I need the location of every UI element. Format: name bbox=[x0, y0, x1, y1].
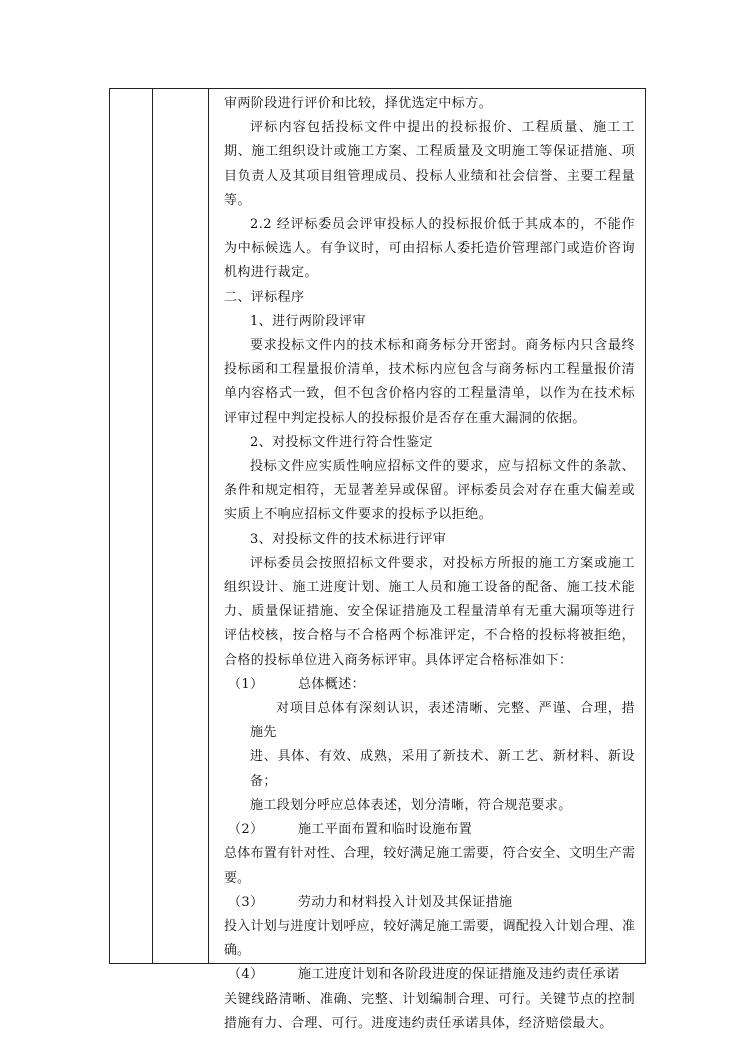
column-divider-1 bbox=[152, 89, 153, 963]
item-number: （3） bbox=[228, 894, 264, 910]
item-number: （1） bbox=[228, 676, 264, 692]
paragraph: 评标内容包括投标文件中提出的投标报价、工程质量、施工工期、施工组织设计或施工方案、工程质量及文明施工等保证措施、项目负责人及其项目组管理成员、投标人业绩和社会信誉、主要工程量等。 bbox=[224, 120, 635, 208]
paragraph: 2.2 经评标委员会评审投标人的投标报价低于其成本的，不能作为中标候选人。有争议时，可由招标人委托造价管理部门或造价咨询机构进行裁定。 bbox=[224, 217, 635, 281]
criteria-item-heading bbox=[224, 818, 635, 842]
paragraph: 审两阶段进行评价和比较，择优选定中标方。 bbox=[224, 96, 493, 111]
item-title: 劳动力和材料投入计划及其保证措施 bbox=[298, 894, 513, 910]
paragraph: 评标委员会按照招标文件要求，对投标方所报的施工方案或施工组织设计、施工进度计划、施工人员和施工设备的配备、施工技术能力、质量保证措施、安全保证措施及工程量清单有无重大漏项等进行评估校核，按合格与不合格两个标准评定，不合格的投标将被拒绝，合格的投标单位进入商务标评审。具体评定合格标准如下： bbox=[224, 555, 635, 668]
section-heading: 二、评标程序 bbox=[224, 289, 305, 305]
item-number: （2） bbox=[228, 822, 264, 838]
subsection-heading: 3、对投标文件的技术标进行评审 bbox=[250, 531, 447, 547]
item-body-line: 施工段划分呼应总体表述，划分清晰，符合规范要求。 bbox=[250, 797, 572, 813]
criteria-item-heading bbox=[224, 963, 635, 987]
content-cell bbox=[218, 89, 645, 1031]
item-body: 关键线路清晰、准确、完整、计划编制合理、可行。关键节点的控制措施有力、合理、可行。进度违约责任承诺具体，经济赔偿最大。 bbox=[224, 991, 635, 1031]
item-body: 总体布置有针对性、合理，较好满足施工需要，符合安全、文明生产需要。 bbox=[224, 846, 635, 886]
item-title: 施工进度计划和各阶段进度的保证措施及违约责任承诺 bbox=[298, 967, 620, 983]
column-divider-2 bbox=[208, 89, 209, 963]
document-table bbox=[109, 88, 646, 1031]
item-body-line: 进、具体、有效、成熟，采用了新技术、新工艺、新材料、新设备； bbox=[250, 749, 635, 789]
subsection-heading: 1、进行两阶段评审 bbox=[250, 313, 366, 329]
item-body: 投入计划与进度计划呼应，较好满足施工需要，调配投入计划合理、准确。 bbox=[224, 918, 635, 959]
subsection-heading: 2、对投标文件进行符合性鉴定 bbox=[250, 434, 433, 450]
criteria-item-heading bbox=[224, 673, 635, 697]
paragraph: 要求投标文件内的技术标和商务标分开密封。商务标内只含最终投标函和工程量报价清单，技术标内应包含与商务标内工程量报价清单内容格式一致，但不包含价格内容的工程量清单，以作为在技术标评审过程中判定投标人的投标报价是否存在重大漏洞的依据。 bbox=[224, 338, 635, 426]
item-title: 总体概述： bbox=[298, 676, 366, 692]
item-number: （4） bbox=[228, 967, 264, 983]
item-body-line: 对项目总体有深刻认识，表述清晰、完整、严谨、合理，措施先 bbox=[250, 701, 635, 741]
criteria-item-heading bbox=[224, 891, 635, 915]
paragraph: 投标文件应实质性响应招标文件的要求，应与招标文件的条款、条件和规定相符，无显著差异或保留。评标委员会对存在重大偏差或实质上不响应招标文件要求的投标予以拒绝。 bbox=[224, 459, 635, 523]
item-title: 施工平面布置和临时设施布置 bbox=[298, 822, 473, 838]
